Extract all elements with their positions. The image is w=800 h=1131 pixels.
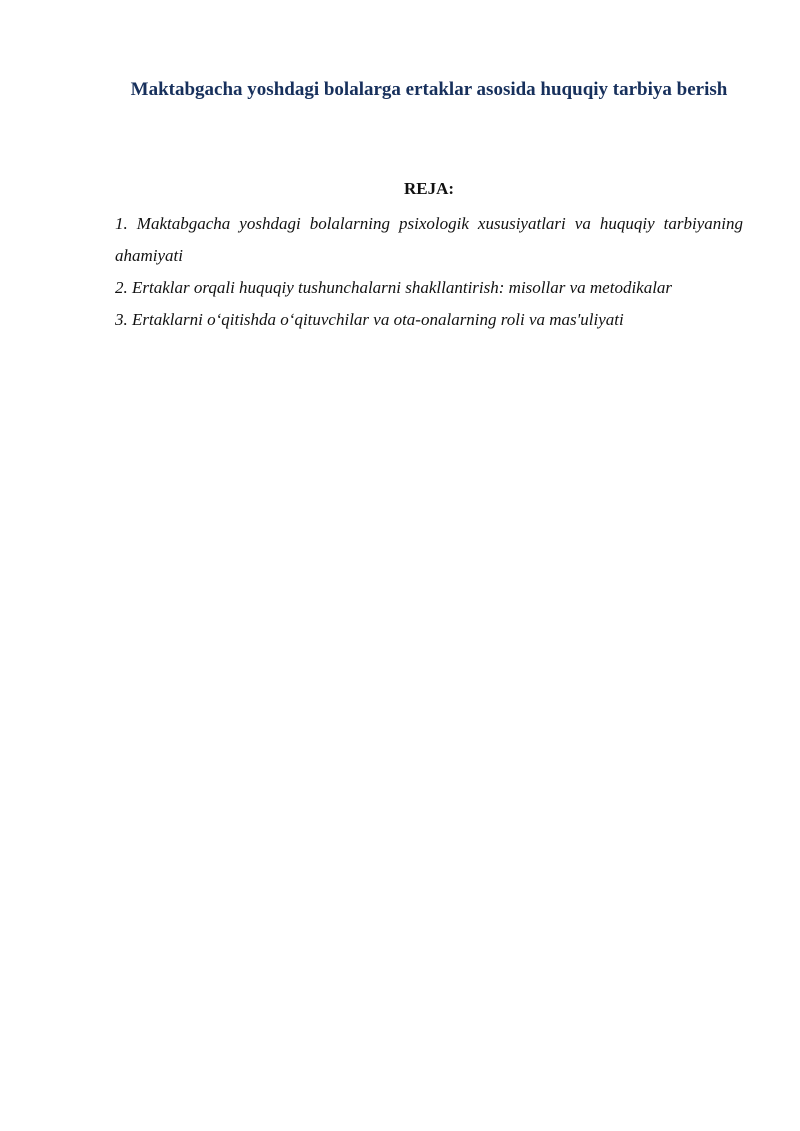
document-title: Maktabgacha yoshdagi bolalarga ertaklar asosida huquqiy tarbiya berish: [130, 79, 728, 100]
plan-item-1: 1. Maktabgacha yoshdagi bolalarning psixologik xususiyatlari va huquqiy tarbiyaning ahamiyati: [115, 214, 743, 265]
plan-list: [115, 208, 743, 336]
plan-item-3: 3. Ertaklarni o‘qitishda o‘qituvchilar va ota-onalarning roli va mas'uliyati: [115, 310, 624, 329]
plan-heading: REJA:: [403, 179, 455, 198]
plan-item-2: 2. Ertaklar orqali huquqiy tushunchalarni shakllantirish: misollar va metodikalar: [115, 278, 673, 297]
